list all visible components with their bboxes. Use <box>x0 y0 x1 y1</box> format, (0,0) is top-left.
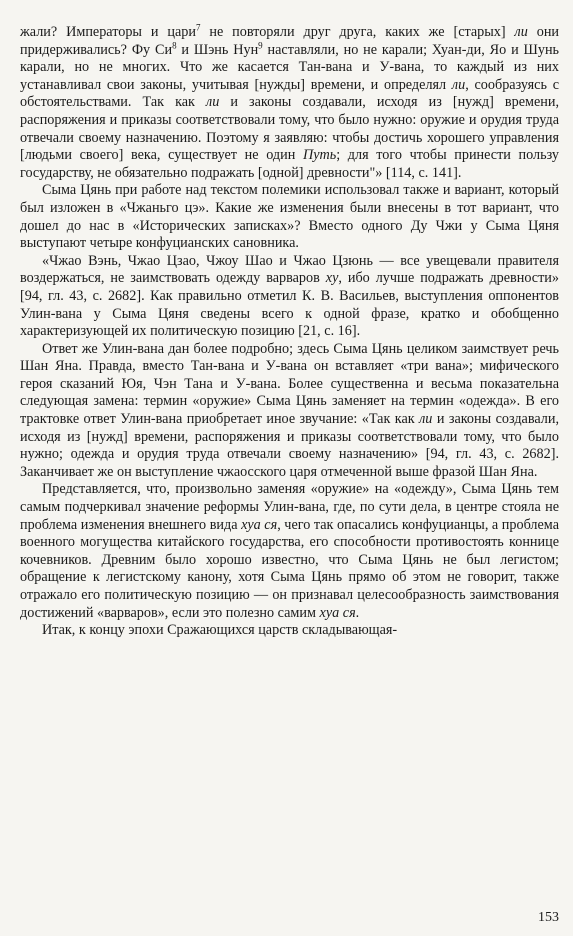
footnote-marker: 8 <box>172 39 177 50</box>
text-run: наставляли, но не карали; Хуан-ди, Яо и Шунь карали, но не многих. Что же касается Тан-вана и У-вана, то каждый из них устанавливал свои законы, учитывая [нужды] времени, и определял <box>20 41 560 93</box>
paragraph-4 <box>20 341 559 482</box>
text-run: Ответ же Улин-вана дан более подробно; здесь Сыма Цянь целиком заимствует речь Шан Яна. Правда, вместо Тан-вана и У-вана он вставляет «три вана»; мифического героя сказаний Юя, Чэн Тана и У-вана. Более существенна и весьма показательна следующая замена: термин «оружие» Сыма Цянь заменяет на термин «одежда». В его трактовке ответ Улин-вана приобретает иное звучание: «Так как <box>20 340 559 428</box>
text-run: , сообразуясь с обстоятельствами. Так как <box>20 76 560 111</box>
text-run: жали? Императоры и цари <box>20 24 196 40</box>
footnote-marker: 9 <box>258 39 263 50</box>
footnote-marker: 7 <box>195 22 201 33</box>
italic-term: ху <box>325 270 339 287</box>
paragraph-2 <box>20 182 559 252</box>
italic-term: хуа ся <box>241 516 278 533</box>
text-run: они придерживались? Фу Си <box>20 24 560 58</box>
paragraph-6 <box>20 622 559 640</box>
text-run: , чего так опасались конфуцианцы, а проблема военного могущества китайского государства, его способности противостоять коннице кочевников. Древним было хорошо известно, что Сыма Цянь не был легистом; обращение к легистскому канону, хотя Сыма Цянь прямо об этом не говорит, также отражало его политическую позицию — он признавал целесообразность заимствования достижений «варваров», если это полезно самим <box>20 516 559 621</box>
text-run: «Чжао Вэнь, Чжао Цзао, Чжоу Шао и Чжао Цзюнь — все увещевали правителя воздержаться, не заимствовать одежду варваров <box>20 252 559 287</box>
paragraph-3 <box>20 253 559 341</box>
text-run: не повторяли друг друга, каких же [старых] <box>200 24 515 40</box>
italic-term: ли <box>419 411 433 428</box>
body-text <box>20 24 559 640</box>
italic-term: ли <box>514 24 528 40</box>
text-run: Представляется, что, произвольно заменяя «оружие» на «одежду», Сыма Цянь тем самым подчеркивал значение реформы Улин-вана, где, по сути дела, в центре стояла не проблема изменения внешнего вида <box>20 481 559 533</box>
italic-term: ли <box>206 94 220 111</box>
italic-term: ли <box>451 76 466 93</box>
text-run: Сыма Цянь при работе над текстом полемики использовал также и вариант, который был изложен в «Чжаньго цэ». Какие же изменения были внесены в тот вариант, что дошел до нас в «Исторических записках»? Вместо одного Ду Чжи у Сыма Цяня выступают четыре конфуцианских сановника. <box>20 182 559 252</box>
text-run: и законы создавали, исходя из [нужд] времени, распоряжения и приказы соответствовали тому, что было нужно: оружие и орудия труда отвечали своему назначению. Поэтому я заявляю: чтобы достичь хорошего управления [людьми своего] века, существует не один <box>20 94 559 164</box>
page-number: 153 <box>538 910 559 925</box>
text-run: . <box>355 604 360 621</box>
text-run: и законы создавали, исходя из [нужд] времени, распоряжения и приказы соответствовали тому, что было нужно; одежда и орудия труда отвечали своему назначению» [94, гл. 43, с. 2682]. Заканчивает же он выступление чжаосского царя отмеченной выше фразой Шан Яна. <box>20 411 559 480</box>
italic-term: хуа ся <box>319 604 356 621</box>
text-run: и Шэнь Нун <box>176 41 259 58</box>
text-run: , ибо лучше подражать древности» [94, гл. 43, с. 2682]. Как правильно отметил К. В. Васильев, выступления оппонентов Улин-вана у Сыма Цяня сведены всего к одной фразе, кратко и обобщенно характеризующей их политическую позицию [21, с. 16]. <box>20 270 559 340</box>
paragraph-5 <box>20 481 559 622</box>
text-run: Итак, к концу эпохи Сражающихся царств складывающая- <box>42 622 398 639</box>
paragraph-1 <box>20 24 559 182</box>
text-run: ; для того чтобы принести пользу государству, не обязательно подражать [одной] древности"» [114, с. 141]. <box>20 147 559 181</box>
italic-term: Путь <box>302 147 337 164</box>
